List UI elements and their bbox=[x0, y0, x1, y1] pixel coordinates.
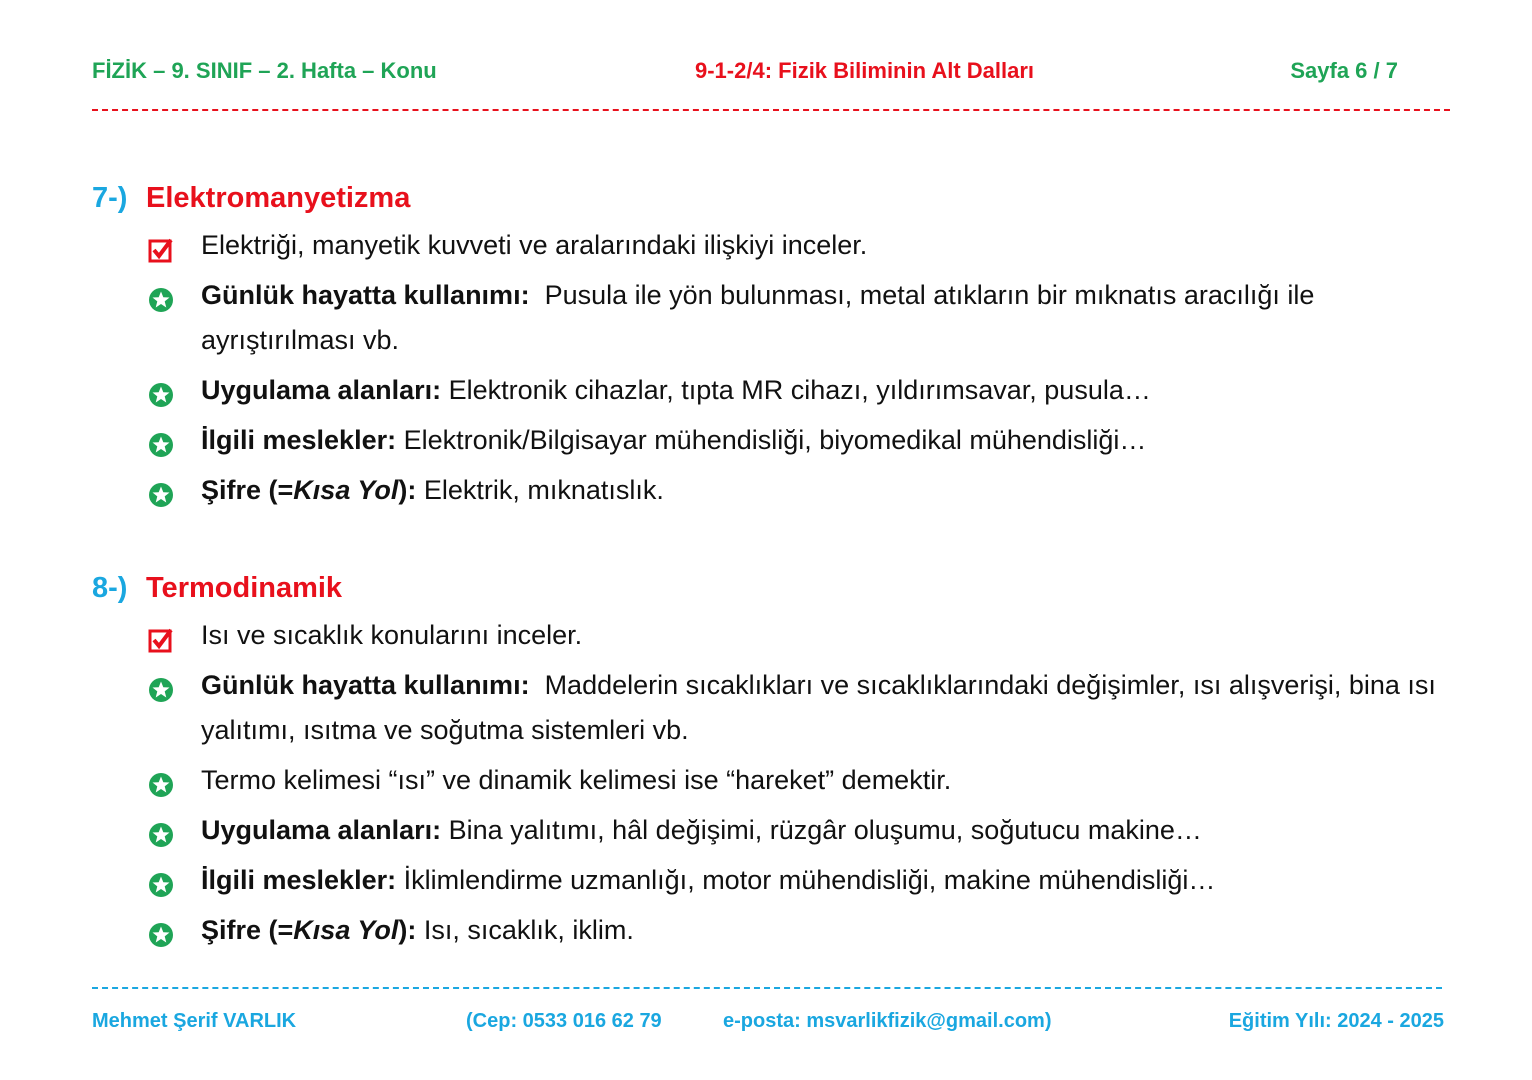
star-icon bbox=[148, 672, 174, 698]
cipher-italic: Kısa Yol bbox=[293, 475, 399, 505]
star-icon bbox=[148, 767, 174, 793]
footer-year: Eğitim Yılı: 2024 - 2025 bbox=[1228, 1010, 1444, 1032]
star-icon bbox=[148, 867, 174, 893]
list-item bbox=[92, 273, 1451, 363]
star-icon bbox=[148, 427, 174, 453]
item-label: Günlük hayatta kullanımı: bbox=[201, 280, 530, 310]
list-item bbox=[92, 418, 1451, 463]
footer-phone: (Cep: 0533 016 62 79 bbox=[466, 1010, 662, 1032]
star-icon bbox=[148, 817, 174, 843]
section-heading bbox=[92, 178, 1472, 218]
checkbox-icon bbox=[148, 622, 174, 648]
item-text: İklimlendirme uzmanlığı, motor mühendisliği, makine mühendisliği… bbox=[396, 865, 1216, 895]
cipher-item bbox=[92, 468, 1451, 513]
header-center: 9-1-2/4: Fizik Biliminin Alt Dalları bbox=[695, 58, 1035, 83]
cipher-suffix: ): bbox=[398, 475, 417, 505]
section-number: 7-) bbox=[92, 182, 128, 214]
star-icon bbox=[148, 917, 174, 943]
footer-author: Mehmet Şerif VARLIK bbox=[92, 1010, 297, 1032]
section-title: Elektromanyetizma bbox=[146, 182, 411, 214]
header-left: FİZİK – 9. SINIF – 2. Hafta – Konu bbox=[92, 58, 437, 83]
item-label: Uygulama alanları: bbox=[201, 375, 442, 405]
star-icon bbox=[148, 477, 174, 503]
cipher-prefix: Şifre (= bbox=[201, 915, 294, 945]
item-label: Uygulama alanları: bbox=[201, 815, 442, 845]
item-text: Elektriği, manyetik kuvveti ve aralarındaki ilişkiyi inceler. bbox=[201, 230, 868, 260]
cipher-text: Elektrik, mıknatıslık. bbox=[416, 475, 664, 505]
star-icon bbox=[148, 377, 174, 403]
cipher-text: Isı, sıcaklık, iklim. bbox=[416, 915, 634, 945]
item-text: Pusula ile yön bulunması, metal atıkların bir mıknatıs aracılığı ile ayrıştırılması vb. bbox=[201, 280, 1322, 355]
item-text: Elektronik/Bilgisayar mühendisliği, biyomedikal mühendisliği… bbox=[396, 425, 1147, 455]
list-item bbox=[92, 368, 1451, 413]
header-divider bbox=[92, 109, 1450, 111]
section-number: 8-) bbox=[92, 572, 128, 604]
list-item bbox=[92, 808, 1451, 853]
cipher-suffix: ): bbox=[398, 915, 417, 945]
header-page: Sayfa 6 / 7 bbox=[1290, 58, 1398, 83]
cipher-italic: Kısa Yol bbox=[293, 915, 399, 945]
item-text: Termo kelimesi “ısı” ve dinamik kelimesi ise “hareket” demektir. bbox=[201, 765, 952, 795]
footer-email: e-posta: msvarlikfizik@gmail.com) bbox=[723, 1010, 1052, 1032]
list-item bbox=[92, 613, 1451, 658]
item-text: Bina yalıtımı, hâl değişimi, rüzgâr oluşumu, soğutucu makine… bbox=[441, 815, 1202, 845]
footer-divider bbox=[92, 987, 1442, 989]
cipher-prefix: Şifre (= bbox=[201, 475, 294, 505]
list-item bbox=[92, 758, 1451, 803]
item-text: Isı ve sıcaklık konularını inceler. bbox=[201, 620, 583, 650]
item-text: Maddelerin sıcaklıkları ve sıcaklıklarındaki değişimler, ısı alışverişi, bina ısı yalıtımı, ısıtma ve soğutma sistemleri vb. bbox=[201, 670, 1444, 745]
section-heading bbox=[92, 568, 1472, 608]
item-label: İlgili meslekler: bbox=[201, 865, 397, 895]
list-item bbox=[92, 223, 1451, 268]
section-2 bbox=[92, 568, 1472, 953]
list-item bbox=[92, 858, 1451, 903]
item-label: Günlük hayatta kullanımı: bbox=[201, 670, 530, 700]
item-label: İlgili meslekler: bbox=[201, 425, 397, 455]
cipher-item bbox=[92, 908, 1451, 953]
list-item bbox=[92, 663, 1451, 753]
section-1 bbox=[92, 178, 1472, 513]
star-icon bbox=[148, 282, 174, 308]
item-text: Elektronik cihazlar, tıpta MR cihazı, yıldırımsavar, pusula… bbox=[441, 375, 1151, 405]
checkbox-icon bbox=[148, 232, 174, 258]
section-title: Termodinamik bbox=[146, 572, 343, 604]
